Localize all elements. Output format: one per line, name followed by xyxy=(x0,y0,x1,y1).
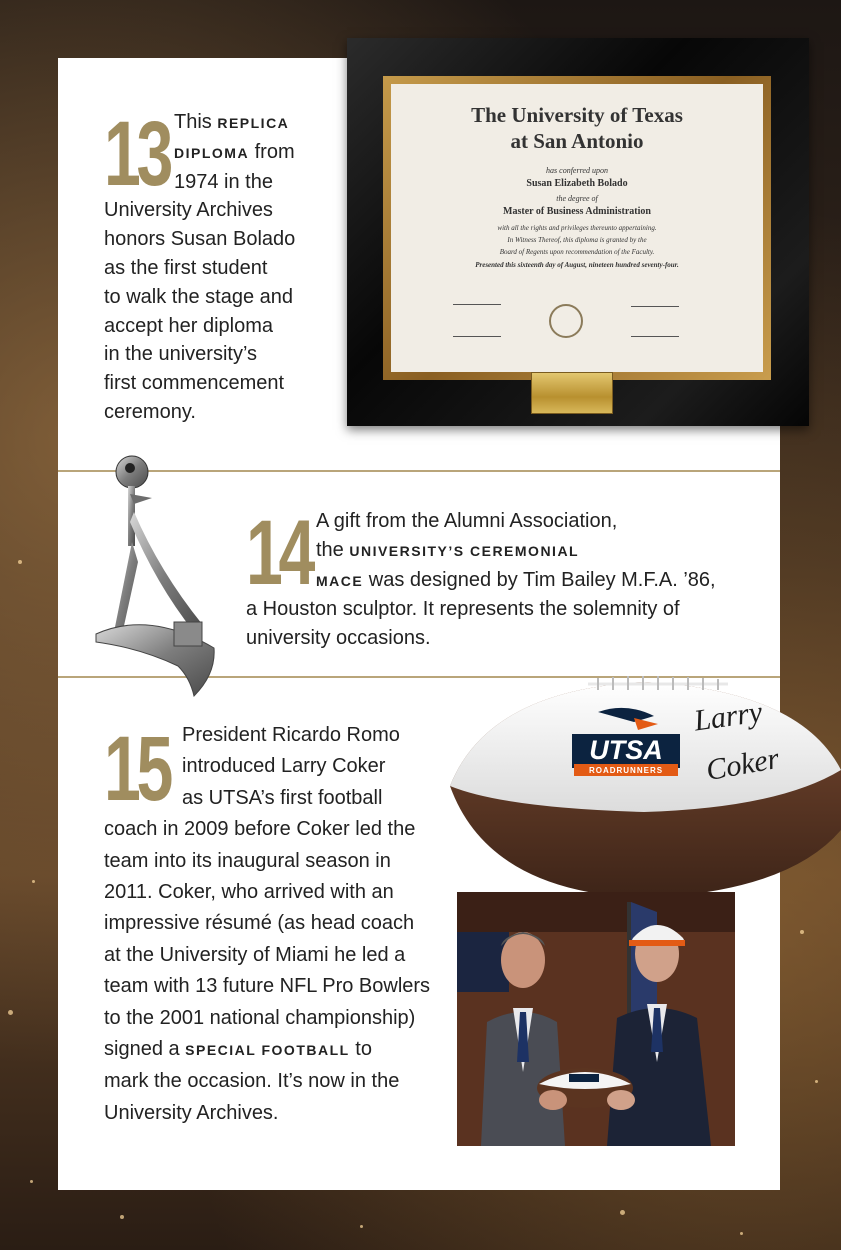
text-run: to walk the stage and xyxy=(104,285,294,308)
text-run: a Houston sculptor. It represents the solemnity of xyxy=(246,598,680,621)
text-line xyxy=(104,720,444,751)
text-line xyxy=(104,225,324,254)
item-description xyxy=(246,502,726,653)
text-run: as UTSA’s first football xyxy=(182,786,383,809)
highlighted-term: UNIVERSITY’S CEREMONIAL xyxy=(349,542,580,559)
diploma-text: with all the rights and privileges thereunto appertaining. xyxy=(497,224,657,232)
text-run: team into its inaugural season in xyxy=(104,849,391,872)
text-run: from xyxy=(249,140,295,163)
text-run: impressive résumé (as head coach xyxy=(104,912,415,935)
highlighted-term: DIPLOMA xyxy=(174,144,250,161)
signature-icon xyxy=(631,324,679,337)
text-run: A gift from the Alumni Association, xyxy=(316,510,618,532)
text-line xyxy=(104,254,324,283)
item-number: 13 xyxy=(104,103,170,205)
text-run: to the 2001 national championship) xyxy=(104,1006,416,1029)
signature-icon xyxy=(631,294,679,307)
text-line xyxy=(104,1034,444,1066)
diploma-degree: Master of Business Administration xyxy=(503,206,651,217)
text-line xyxy=(104,312,324,341)
text-run: This xyxy=(174,111,218,133)
diploma-text: In Witness Thereof, this diploma is granted by the xyxy=(507,236,647,244)
text-run: President Ricardo Romo xyxy=(182,724,400,746)
item-description xyxy=(104,720,444,1129)
text-line xyxy=(104,340,324,369)
university-seal-icon xyxy=(549,304,583,338)
text-run: ceremony. xyxy=(104,400,196,423)
text-line xyxy=(104,971,444,1002)
diploma-text: the degree of xyxy=(556,194,598,203)
text-run: the xyxy=(316,538,350,561)
text-run: university occasions. xyxy=(246,627,431,650)
text-line xyxy=(104,369,324,398)
text-run: at the University of Miami he led a xyxy=(104,943,406,966)
text-run: University Archives xyxy=(104,199,273,222)
text-run: 2011. Coker, who arrived with an xyxy=(104,881,394,904)
text-line xyxy=(104,814,444,845)
text-line xyxy=(104,846,444,877)
text-run: University Archives. xyxy=(104,1101,279,1124)
text-run: team with 13 future NFL Pro Bowlers xyxy=(104,975,431,998)
text-run: accept her diploma xyxy=(104,314,273,337)
signature-icon xyxy=(453,324,501,337)
text-line xyxy=(104,940,444,971)
text-run: to xyxy=(349,1038,372,1061)
diploma-text: Presented this sixteenth day of August, nineteen hundred seventy-four. xyxy=(475,261,679,269)
signature-coker: Coker xyxy=(703,741,782,788)
highlighted-term: REPLICA xyxy=(217,115,290,131)
signed-football-image xyxy=(448,660,841,900)
text-run: 1974 in the xyxy=(174,170,273,193)
highlighted-term: MACE xyxy=(316,572,364,589)
text-line xyxy=(246,507,726,536)
diploma-text: Board of Regents upon recommendation of the Faculty. xyxy=(499,248,655,256)
photo-romo-coker xyxy=(457,892,735,1146)
diploma-recipient: Susan Elizabeth Bolado xyxy=(526,178,628,189)
text-run: mark the occasion. It’s now in the xyxy=(104,1070,400,1093)
text-run: first commencement xyxy=(104,372,285,395)
brass-plaque xyxy=(531,372,613,414)
text-run: introduced Larry Coker xyxy=(182,755,386,778)
text-line xyxy=(246,536,726,566)
text-line xyxy=(246,566,726,596)
highlighted-term: SPECIAL FOOTBALL xyxy=(185,1042,350,1059)
text-line xyxy=(104,196,324,225)
text-line xyxy=(104,108,324,138)
text-line xyxy=(104,1003,444,1034)
text-line xyxy=(104,1066,444,1097)
text-run: coach in 2009 before Coker led the xyxy=(104,818,416,841)
text-line xyxy=(104,168,324,197)
item-number: 14 xyxy=(246,502,312,604)
utsa-logo-subtext: ROADRUNNERS xyxy=(588,766,664,775)
text-line xyxy=(104,283,324,312)
text-run: honors Susan Bolado xyxy=(104,228,296,251)
framed-diploma-image xyxy=(347,38,809,426)
signature-larry: Larry xyxy=(691,695,765,738)
diploma-title: The University of Texas xyxy=(471,103,683,127)
text-line xyxy=(104,908,444,939)
text-run: in the university’s xyxy=(104,343,258,366)
text-run: was designed by Tim Bailey M.F.A. ’86, xyxy=(363,568,716,591)
item-description xyxy=(104,103,324,427)
diploma-text: has conferred upon xyxy=(546,166,608,175)
text-line xyxy=(104,783,444,814)
signature-icon xyxy=(453,292,501,305)
item-number: 15 xyxy=(104,718,170,820)
text-line xyxy=(104,751,444,782)
text-line xyxy=(104,138,324,168)
utsa-logo-text: UTSA xyxy=(589,735,663,765)
text-run: signed a xyxy=(104,1038,186,1061)
text-line xyxy=(246,595,726,624)
text-line xyxy=(104,1098,444,1129)
text-line xyxy=(104,398,324,427)
text-line xyxy=(246,624,726,653)
diploma-subtitle: at San Antonio xyxy=(510,129,644,153)
ceremonial-mace-image xyxy=(90,452,230,704)
text-run: as the first student xyxy=(104,256,268,279)
text-line xyxy=(104,877,444,908)
